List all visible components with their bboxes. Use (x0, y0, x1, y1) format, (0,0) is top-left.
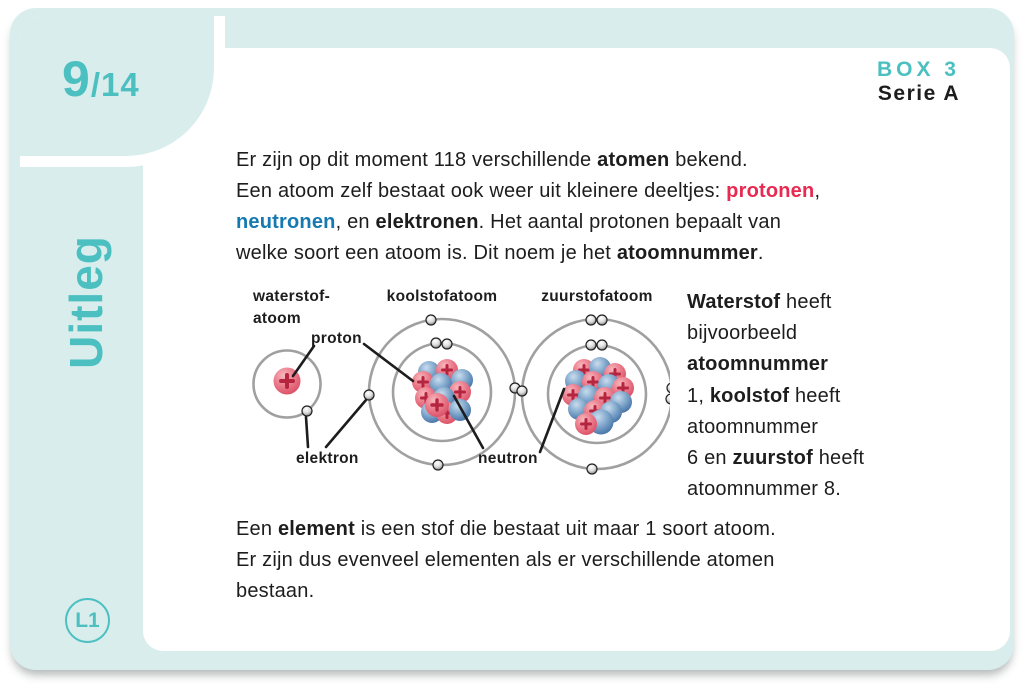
hydrogen-label-line1: waterstof- (253, 288, 331, 305)
serie-label: Serie A (877, 82, 960, 105)
card-background (10, 8, 1014, 670)
hydrogen-electron (302, 406, 312, 416)
carbon-label: koolstofatoom (386, 288, 498, 305)
oxygen-nucleus (562, 357, 634, 435)
aside-paragraph (687, 287, 864, 505)
text-line: Een element is een stof die bestaat uit maar 1 soort atoom. (236, 518, 776, 540)
footnote-paragraph (236, 514, 776, 607)
text-line: 1, koolstof heeft (687, 384, 841, 407)
atom-diagram (240, 284, 670, 484)
text-line: atoomnummer 8. (687, 478, 841, 501)
box-info (877, 58, 960, 106)
text-line: Waterstof heeft (687, 291, 832, 313)
side-label-uitleg: Uitleg (60, 235, 112, 369)
hydrogen-label-line2: atoom (253, 310, 301, 327)
proton-label: proton (311, 330, 362, 347)
level-badge: L1 (65, 598, 110, 643)
text-line: atoomnummer (687, 415, 819, 438)
page-number: 9/14 (62, 51, 140, 107)
neutron-label: neutron (478, 450, 538, 467)
text-line: Er zijn op dit moment 118 verschillende atomen bekend. (236, 149, 748, 171)
text-line: atoomnummer (687, 353, 829, 376)
text-line: bestaan. (236, 580, 315, 602)
text-line: Een atoom zelf bestaat ook weer uit kleinere deeltjes: protonen, (236, 180, 821, 202)
intro-paragraph (236, 145, 820, 269)
text-line: neutronen, en elektronen. Het aantal protonen bepaalt van (236, 211, 782, 233)
text-line: 6 en zuurstof heeft (687, 447, 865, 470)
electron-label: elektron (296, 450, 359, 467)
box-label: BOX 3 (876, 58, 960, 81)
text-line: bijvoorbeeld (687, 322, 798, 345)
oxygen-label: zuurstofatoom (541, 288, 653, 305)
text-line: welke soort een atoom is. Dit noem je het atoomnummer. (236, 242, 764, 264)
text-line: Er zijn dus evenveel elementen als er verschillende atomen (236, 549, 775, 571)
